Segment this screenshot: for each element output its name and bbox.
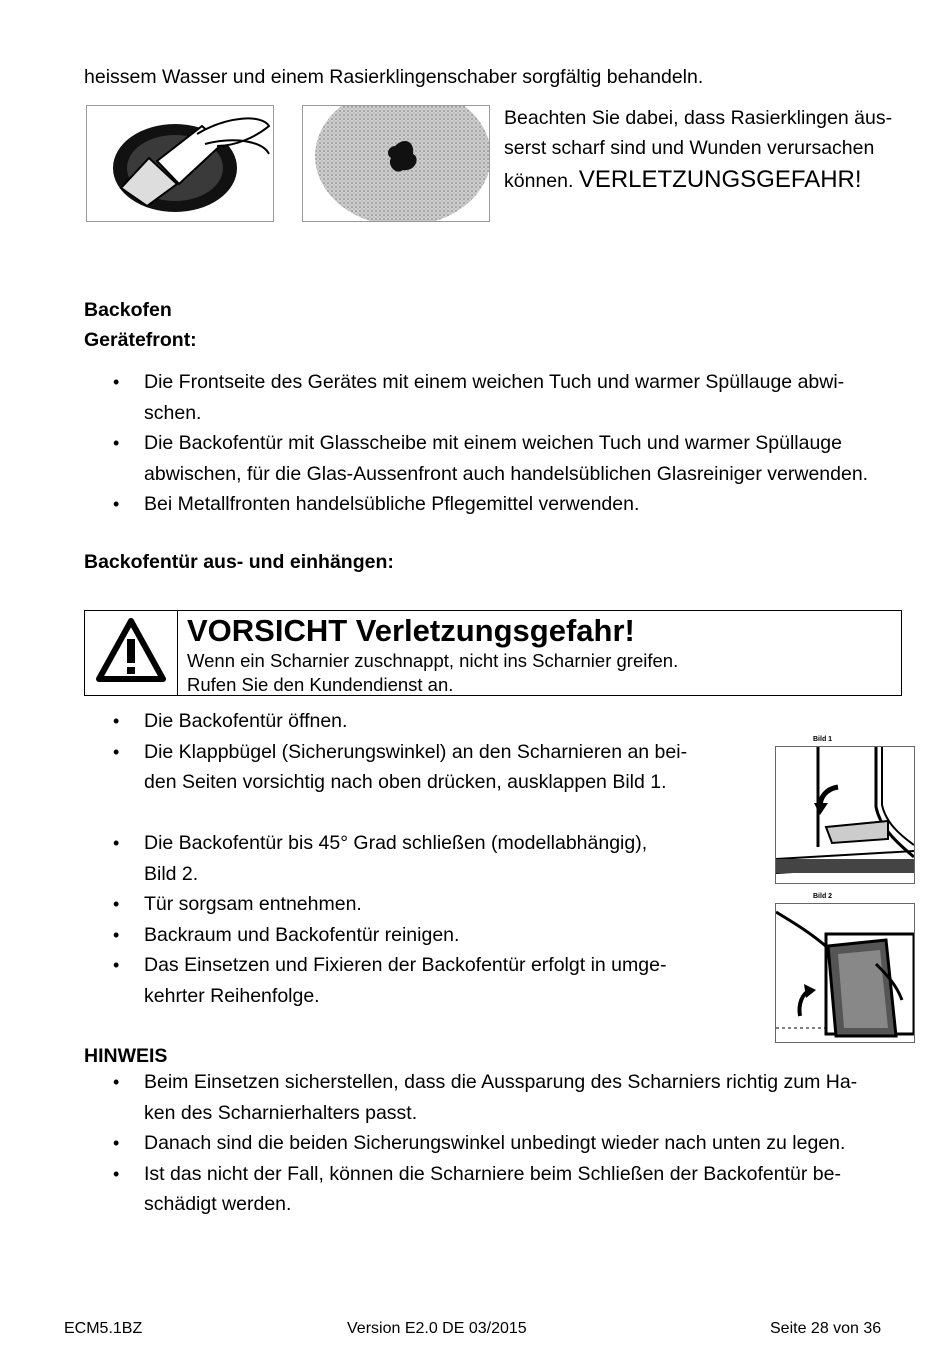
subsection-heading: Gerätefront: bbox=[84, 329, 197, 351]
injury-warning: VERLETZUNGSGEFAHR! bbox=[578, 166, 862, 193]
warning-text: Wenn ein Scharnier zuschnappt, nicht ins Scharnier greifen. bbox=[187, 650, 679, 671]
list-item: • Die Frontseite des Gerätes mit einem weichen Tuch und warmer Spüllauge abwi- schen. bbox=[0, 367, 868, 428]
footer-model: ECM5.1BZ bbox=[64, 1320, 143, 1337]
front-cleaning-list bbox=[0, 367, 868, 520]
list-item: • Tür sorgsam entnehmen. bbox=[0, 889, 666, 920]
figure-label: Bild 1 bbox=[813, 736, 833, 743]
footer-version: Version E2.0 DE 03/2015 bbox=[347, 1320, 527, 1337]
door-steps-list bbox=[0, 706, 687, 798]
razor-note-line: können. bbox=[504, 170, 579, 192]
list-item: • Ist das nicht der Fall, können die Scharniere beim Schließen der Backofentür be- schädigt werden. bbox=[0, 1159, 857, 1220]
intro-text: heissem Wasser und einem Rasierklingenschaber sorgfältig behandeln. bbox=[84, 66, 704, 88]
razor-note-warning bbox=[504, 163, 862, 200]
list-item: • Bei Metallfronten handelsübliche Pflegemittel verwenden. bbox=[0, 489, 868, 520]
warning-divider bbox=[177, 611, 178, 695]
list-item: • Beim Einsetzen sicherstellen, dass die Aussparung des Scharniers richtig zum Ha- ken des Scharnierhalters passt. bbox=[0, 1067, 857, 1128]
stain-illustration bbox=[302, 105, 490, 222]
warning-title: VORSICHT Verletzungsgefahr! bbox=[187, 613, 635, 648]
list-item: • Backraum und Backofentür reinigen. bbox=[0, 920, 666, 951]
list-item: • Die Klappbügel (Sicherungswinkel) an den Scharnieren an bei- den Seiten vorsichtig nach oben drücken, ausklappen Bild 1. bbox=[0, 737, 687, 798]
figure-label: Bild 2 bbox=[813, 893, 833, 900]
door-steps-list bbox=[0, 828, 666, 1011]
figure-bild-1 bbox=[775, 736, 915, 884]
footer-page-number: Seite 28 von 36 bbox=[770, 1320, 882, 1337]
scraper-illustration bbox=[86, 105, 274, 222]
hint-heading: HINWEIS bbox=[84, 1045, 168, 1067]
list-item: • Danach sind die beiden Sicherungswinkel unbedingt wieder nach unten zu legen. bbox=[0, 1128, 857, 1159]
hint-list bbox=[0, 1067, 857, 1220]
figure-bild-2 bbox=[775, 893, 915, 1043]
list-item: • Das Einsetzen und Fixieren der Backofentür erfolgt in umge- kehrter Reihenfolge. bbox=[0, 950, 666, 1011]
list-item: • Die Backofentür bis 45° Grad schließen (modellabhängig), Bild 2. bbox=[0, 828, 666, 889]
warning-text: Rufen Sie den Kundendienst an. bbox=[187, 674, 454, 695]
warning-box bbox=[84, 610, 902, 696]
razor-note-line: serst scharf sind und Wunden verursachen bbox=[504, 137, 875, 159]
list-item: • Die Backofentür mit Glasscheibe mit einem weichen Tuch und warmer Spüllauge abwischen, für die Glas-Aussenfront auch handelsüblichen Glasreiniger verwenden. bbox=[0, 428, 868, 489]
warning-triangle-icon bbox=[95, 617, 167, 685]
list-item: • Die Backofentür öffnen. bbox=[0, 706, 687, 737]
razor-note-line: Beachten Sie dabei, dass Rasierklingen äus- bbox=[504, 107, 893, 129]
door-heading: Backofentür aus- und einhängen: bbox=[84, 551, 394, 573]
section-heading: Backofen bbox=[84, 299, 172, 321]
